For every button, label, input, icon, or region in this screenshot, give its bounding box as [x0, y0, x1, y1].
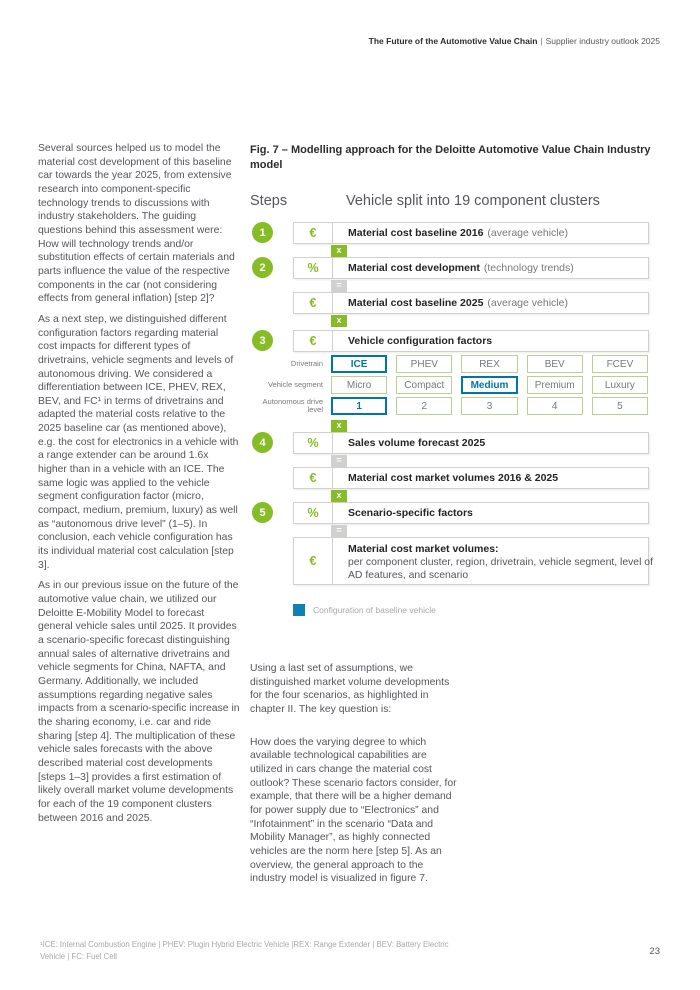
left-text-column: [38, 142, 240, 832]
right-text-column: [250, 662, 458, 886]
step-number-badge-2: 2: [252, 257, 273, 278]
vehicle-config-grid: [250, 355, 662, 415]
result-box-material-cost-market-volumes: [293, 537, 653, 585]
cell-level-5: 5: [592, 397, 648, 415]
result-row-market-volumes: [250, 467, 662, 489]
cell-drivetrain-ice: ICE: [331, 355, 387, 373]
page-number: 23: [649, 946, 660, 957]
result-title: Material cost market volumes:: [348, 543, 499, 555]
equals-operator: =: [331, 455, 347, 467]
model-diagram: [250, 222, 662, 616]
equals-operator: =: [331, 280, 347, 292]
euro-symbol: €: [294, 293, 333, 313]
cell-level-1: 1: [331, 397, 387, 415]
percent-symbol: %: [294, 503, 333, 523]
cell-drivetrain-phev: PHEV: [396, 355, 452, 373]
header-subtitle: Supplier industry outlook 2025: [545, 36, 660, 46]
cell-drivetrain-bev: BEV: [527, 355, 583, 373]
cell-level-3: 3: [461, 397, 517, 415]
step-row-3: [250, 330, 662, 352]
body-paragraph-2: As a next step, we distinguished different configuration factors regarding material cost impacts for different types of drivetrains, vehicle segments and levels of autonomous driving. We considered a differentiation between ICE, PHEV, REX, BEV, and FC¹ in terms of drivetrains and adapted the material costs relative to the 2025 baseline car (as mentioned above), e.g. the cost for electronics in a vehicle with a range extender can be around 1.6x higher than in a vehicle with an ICE. The same logic was applied to the vehicle segment configuration factor (micro, compact, medium, premium, luxury) as well as “autonomous drive level” (1–5). In conclusion, each vehicle configuration has its individual material cost calculation [step 3].: [38, 313, 239, 571]
body-paragraph-5: How does the varying degree to which available technological capabilities are utilized in cars change the material cost outlook? These scenario factors consider, for example, that there will be a higher demand for power supply due to “Electronics” and “Infotainment” in the scenario “Data and Mobility Manager”, as highly connected vehicles are the norm here [step 5]. As an overview, the general approach to the industry model is visualized in figure 7.: [250, 736, 457, 885]
step-label: Material cost development: [348, 262, 480, 274]
multiply-operator: x: [331, 245, 347, 257]
step-label: Material cost baseline 2016: [348, 227, 484, 239]
step-number-badge-4: 4: [252, 432, 273, 453]
footnote: ¹ICE: Internal Combustion Engine | PHEV: Plugin Hybrid Electric Vehicle |REX: Range Extender | BEV: Battery Electric Vehicle | FC: Fuel Cell: [40, 940, 449, 961]
euro-symbol: €: [294, 468, 333, 488]
baseline-vehicle-swatch-icon: [293, 604, 305, 616]
cell-segment-premium: Premium: [527, 376, 583, 394]
percent-symbol: %: [294, 433, 333, 453]
cell-level-2: 2: [396, 397, 452, 415]
equals-operator: =: [331, 525, 347, 537]
grid-label-drivetrain: Drivetrain: [290, 358, 323, 368]
step-note: (average vehicle): [487, 227, 568, 239]
step-note: (technology trends): [483, 262, 574, 274]
body-paragraph-3: As in our previous issue on the future of the automotive value chain, we utilized our Deloitte E-Mobility Model to forecast general vehicle sales until 2025. It provides a scenario-specific forecast distinguishing annual sales of alternative drivetrains and vehicle segments for China, NAFTA, and Germany. Additionally, we included assumptions regarding negative sales impacts from a scenario-specific increase in the sharing economy, i.e. car and ride sharing [step 4]. The multiplication of these vehicle sales forecasts with the above described material cost developments [steps 1–3] provides a first estimation of likely overall market volume developments for each of the 19 component clusters between 2016 and 2025.: [38, 580, 240, 824]
step-box-scenario-specific-factors: [293, 502, 649, 524]
final-result-row: [250, 537, 662, 585]
euro-symbol: €: [294, 331, 333, 351]
step-label: Scenario-specific factors: [348, 507, 473, 519]
percent-symbol: %: [294, 258, 333, 278]
step-box-vehicle-configuration-factors: [293, 330, 649, 352]
body-paragraph-1: Several sources helped us to model the material cost development of this baseline car towards the year 2025, from extensive research into component-specific technology trends to discussions with industry stakeholders. The guiding questions behind this assessment were: How will technology trends and/or substitution effects of certain materials and parts influence the value of the respective components in the car (not considering effects from general inflation) [step 2]?: [38, 143, 235, 305]
step-row-4: [250, 432, 662, 454]
cell-segment-compact: Compact: [396, 376, 452, 394]
step-number-badge-3: 3: [252, 330, 273, 351]
multiply-operator: x: [331, 420, 347, 432]
page-header: [369, 36, 660, 46]
step-row-1: [250, 222, 662, 244]
cell-drivetrain-fcev: FCEV: [592, 355, 648, 373]
step-label: Material cost baseline 2025: [348, 297, 484, 309]
cell-segment-luxury: Luxury: [592, 376, 648, 394]
legend-label: Configuration of baseline vehicle: [313, 605, 436, 615]
step-label: Vehicle configuration factors: [348, 335, 493, 347]
figure-column: [250, 143, 662, 905]
step-number-badge-5: 5: [252, 502, 273, 523]
step-row-2: [250, 257, 662, 279]
step-box-material-cost-baseline-2016: [293, 222, 649, 244]
step-note: (average vehicle): [487, 297, 568, 309]
heading-component-clusters: Vehicle split into 19 component clusters: [346, 193, 600, 209]
cell-segment-medium: Medium: [461, 376, 517, 394]
cell-level-4: 4: [527, 397, 583, 415]
header-title: The Future of the Automotive Value Chain: [368, 36, 538, 46]
result-description: per component cluster, region, drivetrain, vehicle segment, level of AD features, and scenario: [348, 557, 653, 581]
cell-drivetrain-rex: REX: [461, 355, 517, 373]
heading-steps: Steps: [250, 193, 288, 209]
step-label: Sales volume forecast 2025: [348, 437, 486, 449]
multiply-operator: x: [331, 315, 347, 327]
body-paragraph-4: Using a last set of assumptions, we distinguished market volume developments for the four scenarios, as highlighted in chapter II. The key question is:: [250, 663, 450, 715]
grid-label-autonomous-drive-level: Autonomous drive level: [262, 396, 323, 414]
step-box-material-cost-baseline-2025: [293, 292, 649, 314]
euro-symbol: €: [294, 538, 333, 584]
result-row-baseline-2025: [250, 292, 662, 314]
step-label: Material cost market volumes 2016 & 2025: [348, 472, 559, 484]
grid-label-vehicle-segment: Vehicle segment: [267, 379, 323, 389]
step-number-badge-1: 1: [252, 222, 273, 243]
cell-segment-micro: Micro: [331, 376, 387, 394]
figure-legend: [293, 604, 662, 616]
figure-column-headings: [250, 193, 662, 209]
step-box-sales-volume-forecast: [293, 432, 649, 454]
step-row-5: [250, 502, 662, 524]
header-separator: |: [540, 36, 543, 46]
step-box-material-cost-development: [293, 257, 649, 279]
euro-symbol: €: [294, 223, 333, 243]
multiply-operator: x: [331, 490, 347, 502]
step-box-market-volumes-2016-2025: [293, 467, 649, 489]
figure-title: Fig. 7 – Modelling approach for the Deloitte Automotive Value Chain Industry model: [250, 144, 651, 171]
